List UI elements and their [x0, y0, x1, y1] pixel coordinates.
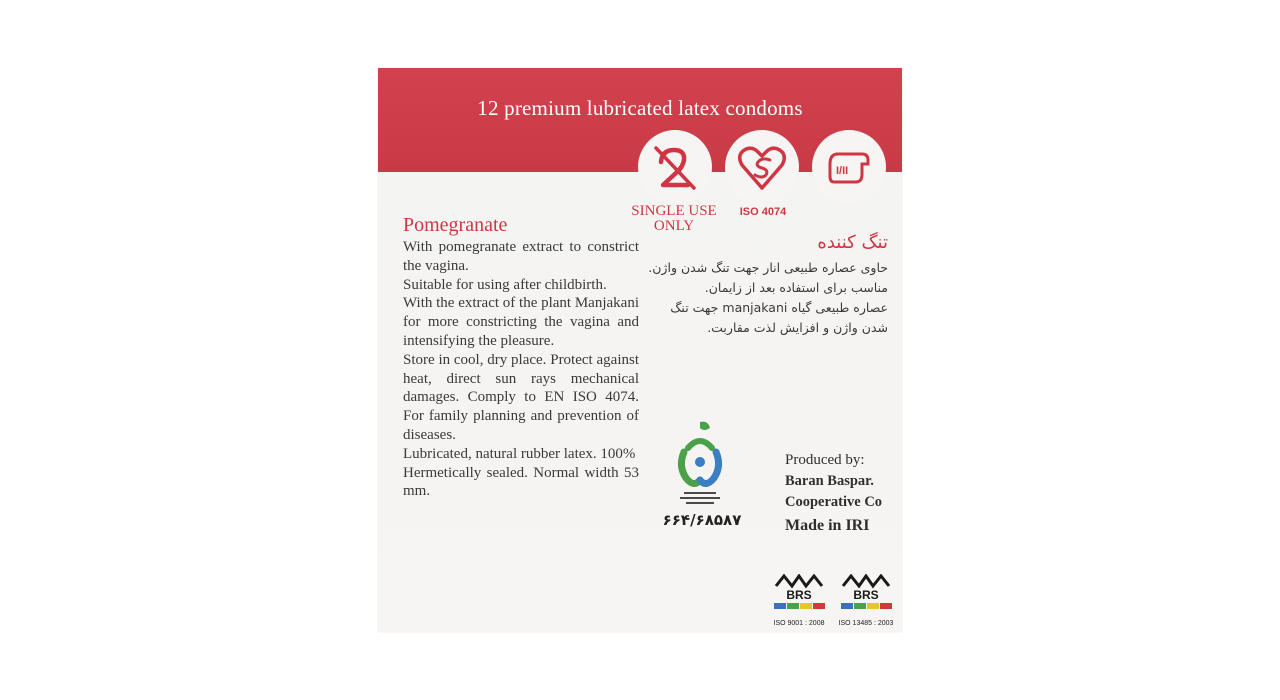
- persian-title: تنگ کننده: [817, 232, 888, 253]
- english-paragraph: Store in cool, dry place. Protect against heat, direct sun rays mechanical damages. Comply to EN ISO 4074. For family planning and prevention of diseases.: [403, 351, 639, 443]
- english-paragraph: Lubricated, natural rubber latex. 100%: [403, 445, 636, 462]
- brs-brand: BRS: [786, 588, 812, 602]
- brs-brand: BRS: [853, 588, 879, 602]
- fda-logo-icon: [664, 418, 736, 512]
- producer-company: Cooperative Co: [785, 494, 883, 510]
- english-paragraph: With the extract of the plant Manjakani for more constricting the vagina and intensifying the pleasure.: [403, 295, 639, 349]
- brs-logo-icon: [835, 574, 897, 614]
- package-headline: 12 premium lubricated latex condoms: [477, 96, 803, 120]
- single-use-icon: [638, 130, 712, 204]
- fda-registration-number: ۶۶۴/۶۸۵۸۷: [662, 511, 742, 529]
- producer-name: Baran Baspar.: [785, 473, 874, 489]
- single-use-label: SINGLE USE ONLY: [631, 203, 717, 234]
- persian-paragraph: حاوی عصاره طبیعی انار جهت تنگ شدن واژن.: [648, 260, 888, 275]
- brs-cert-label: ISO 13485 : 2003: [838, 620, 894, 627]
- persian-paragraph: عصاره طبیعی گیاه manjakani جهت تنگ شدن واژن و افزایش لذت مقاربت.: [670, 300, 888, 335]
- standard-mark-badge: [812, 130, 886, 204]
- english-paragraph: Suitable for using after childbirth.: [403, 276, 607, 293]
- english-description: [403, 238, 639, 501]
- kitemark-badge: [725, 130, 799, 204]
- english-title: Pomegranate: [403, 214, 508, 236]
- persian-paragraph: مناسب برای استفاده بعد از زایمان.: [704, 280, 888, 295]
- single-use-badge: [638, 130, 712, 204]
- english-paragraph: With pomegranate extract to constrict the vagina.: [403, 239, 639, 274]
- brs-certification-logo: [768, 574, 830, 627]
- made-in-label: Made in IRI: [785, 517, 870, 534]
- kitemark-icon: [725, 130, 799, 204]
- persian-description: [648, 258, 888, 338]
- brs-cert-label: ISO 9001 : 2008: [773, 620, 825, 627]
- english-paragraph: Hermetically sealed. Normal width 53 mm.: [403, 464, 639, 500]
- svg-text:I/II: I/II: [836, 165, 849, 177]
- standard-mark-icon: [812, 130, 886, 204]
- brs-certification-logo: [835, 574, 897, 627]
- producer-info: [785, 450, 882, 539]
- package-back: [378, 68, 902, 632]
- brs-logo-icon: [768, 574, 830, 614]
- producer-label: Produced by:: [785, 452, 865, 468]
- iso-label: ISO 4074: [739, 206, 787, 218]
